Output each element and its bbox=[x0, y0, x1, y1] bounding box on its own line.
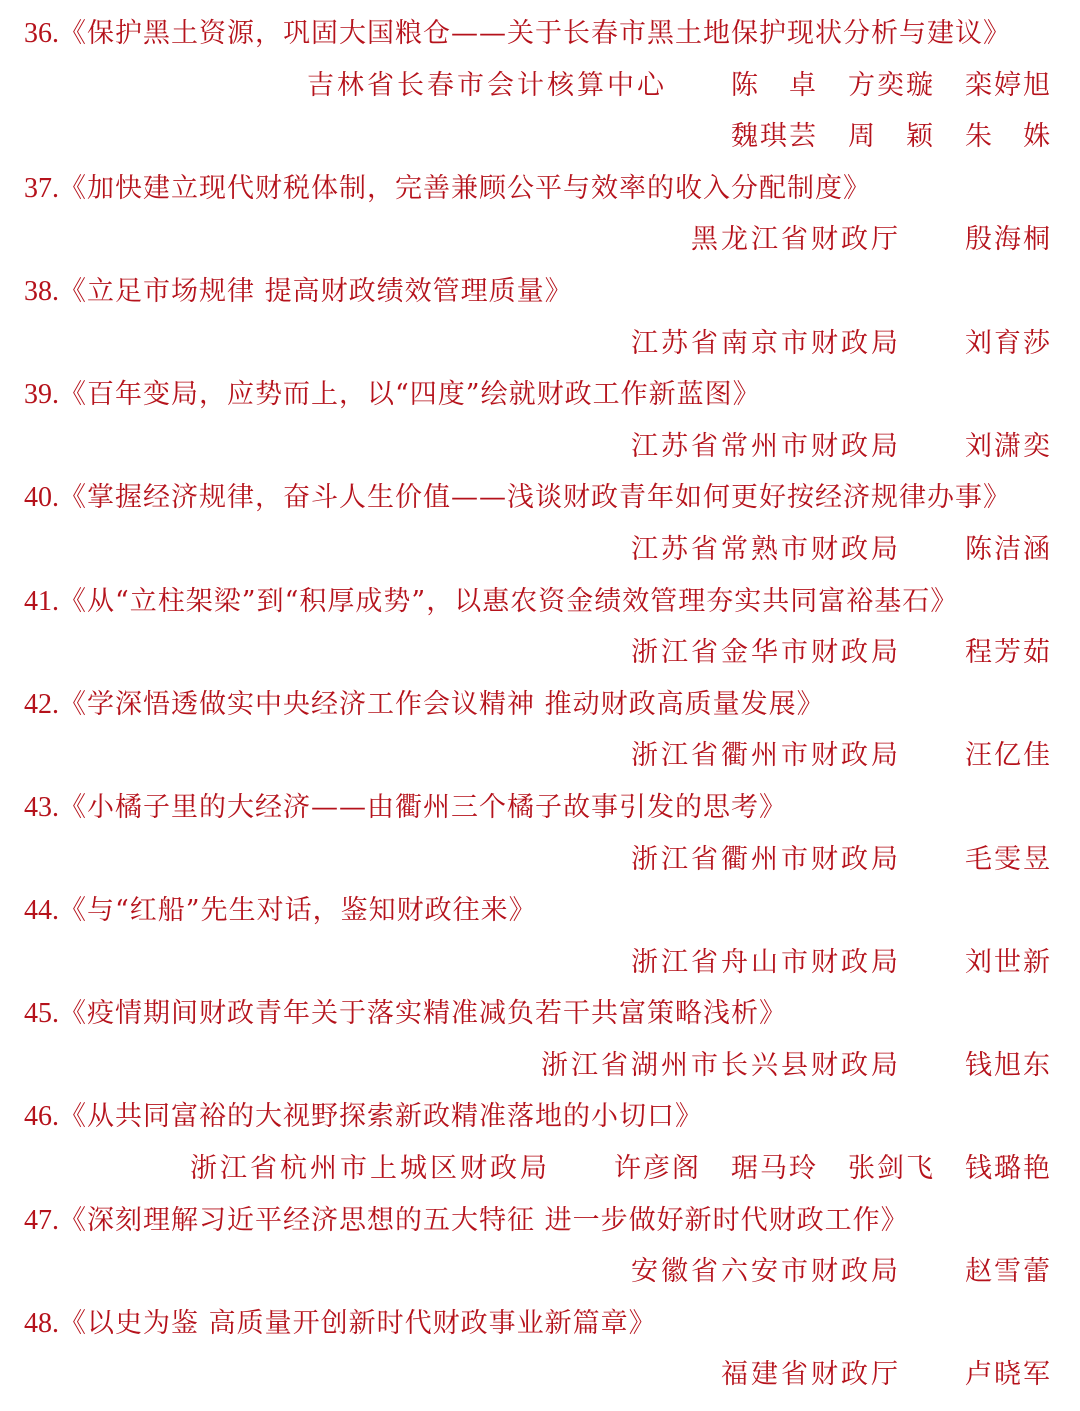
entry-title: 《疫情期间财政青年关于落实精准减负若干共富策略浅析》 bbox=[59, 998, 787, 1030]
author-name: 栾婷旭 bbox=[965, 69, 1052, 101]
entry-title-line bbox=[0, 1298, 1080, 1350]
entry-number: 44. bbox=[24, 895, 59, 927]
entry-author-line bbox=[0, 214, 1080, 266]
entry-title-line bbox=[0, 369, 1080, 421]
entry-author-line bbox=[0, 730, 1080, 782]
award-list bbox=[0, 8, 1080, 1401]
entry-author-line bbox=[0, 627, 1080, 679]
author-name: 钱璐艳 bbox=[965, 1153, 1052, 1185]
entry-author-line bbox=[0, 1246, 1080, 1298]
entry-number: 41. bbox=[24, 585, 59, 617]
entry-title: 《掌握经济规律，奋斗人生价值——浅谈财政青年如何更好按经济规律办事》 bbox=[59, 482, 1011, 514]
author-name: 赵雪蕾 bbox=[965, 1256, 1052, 1288]
entry-author-line bbox=[0, 937, 1080, 989]
entry-title: 《从“立柱架梁”到“积厚成势”，以惠农资金绩效管理夯实共同富裕基石》 bbox=[59, 585, 959, 617]
entry-author-line bbox=[0, 1040, 1080, 1092]
author-organization: 浙江省金华市财政局 bbox=[631, 637, 901, 669]
entry-title-line bbox=[0, 885, 1080, 937]
author-name: 陈 卓 bbox=[731, 69, 818, 101]
author-name: 朱 姝 bbox=[965, 121, 1052, 153]
entry-author-line bbox=[0, 1143, 1080, 1195]
entry-number: 40. bbox=[24, 482, 59, 514]
author-name: 魏琪芸 bbox=[731, 121, 818, 153]
author-name: 毛雯昱 bbox=[965, 843, 1052, 875]
entry-title: 《从共同富裕的大视野探索新政精准落地的小切口》 bbox=[59, 1101, 703, 1133]
entry-title: 《深刻理解习近平经济思想的五大特征 进一步做好新时代财政工作》 bbox=[59, 1204, 909, 1236]
author-organization: 福建省财政厅 bbox=[721, 1359, 901, 1391]
entry-title-line bbox=[0, 8, 1080, 60]
author-name: 刘育莎 bbox=[965, 327, 1052, 359]
author-name: 刘世新 bbox=[965, 946, 1052, 978]
author-organization: 安徽省六安市财政局 bbox=[631, 1256, 901, 1288]
author-organization: 浙江省湖州市长兴县财政局 bbox=[541, 1049, 901, 1081]
entry-title: 《以史为鉴 高质量开创新时代财政事业新篇章》 bbox=[59, 1307, 657, 1339]
entry-number: 39. bbox=[24, 379, 59, 411]
author-name: 琚马玲 bbox=[731, 1153, 818, 1185]
author-name: 钱旭东 bbox=[965, 1049, 1052, 1081]
author-organization: 浙江省杭州市上城区财政局 bbox=[190, 1153, 550, 1185]
entry-author-line bbox=[0, 421, 1080, 473]
entry-title-line bbox=[0, 988, 1080, 1040]
author-name: 陈洁涵 bbox=[965, 533, 1052, 565]
author-organization: 浙江省衢州市财政局 bbox=[631, 843, 901, 875]
entry-number: 42. bbox=[24, 688, 59, 720]
entry-title-line bbox=[0, 679, 1080, 731]
entry-number: 47. bbox=[24, 1204, 59, 1236]
entry-number: 43. bbox=[24, 791, 59, 823]
entry-title-line bbox=[0, 472, 1080, 524]
entry-author-line bbox=[0, 834, 1080, 886]
entry-number: 45. bbox=[24, 998, 59, 1030]
author-name: 卢晓军 bbox=[965, 1359, 1052, 1391]
author-name: 张剑飞 bbox=[848, 1153, 935, 1185]
entry-number: 37. bbox=[24, 172, 59, 204]
entry-author-line bbox=[0, 60, 1080, 112]
author-name: 刘潇奕 bbox=[965, 430, 1052, 462]
author-name: 殷海桐 bbox=[965, 224, 1052, 256]
entry-title: 《百年变局，应势而上，以“四度”绘就财政工作新蓝图》 bbox=[59, 379, 761, 411]
entry-number: 46. bbox=[24, 1101, 59, 1133]
author-name: 方奕璇 bbox=[848, 69, 935, 101]
author-organization: 吉林省长春市会计核算中心 bbox=[307, 69, 667, 101]
author-name: 许彦阁 bbox=[614, 1153, 701, 1185]
entry-title-line bbox=[0, 266, 1080, 318]
author-organization: 江苏省常熟市财政局 bbox=[631, 533, 901, 565]
entry-title: 《与“红船”先生对话，鉴知财政往来》 bbox=[59, 895, 537, 927]
entry-author-line bbox=[0, 1349, 1080, 1401]
author-organization: 江苏省常州市财政局 bbox=[631, 430, 901, 462]
author-name: 汪亿佳 bbox=[965, 740, 1052, 772]
entry-number: 48. bbox=[24, 1307, 59, 1339]
entry-title: 《立足市场规律 提高财政绩效管理质量》 bbox=[59, 275, 573, 307]
author-name: 周 颖 bbox=[848, 121, 935, 153]
entry-title-line bbox=[0, 163, 1080, 215]
author-organization: 浙江省衢州市财政局 bbox=[631, 740, 901, 772]
author-organization: 黑龙江省财政厅 bbox=[691, 224, 901, 256]
entry-author-line bbox=[0, 524, 1080, 576]
author-name: 程芳茹 bbox=[965, 637, 1052, 669]
entry-title: 《小橘子里的大经济——由衢州三个橘子故事引发的思考》 bbox=[59, 791, 787, 823]
entry-number: 38. bbox=[24, 275, 59, 307]
entry-title: 《加快建立现代财税体制，完善兼顾公平与效率的收入分配制度》 bbox=[59, 172, 871, 204]
entry-title-line bbox=[0, 782, 1080, 834]
entry-title-line bbox=[0, 1195, 1080, 1247]
author-organization: 江苏省南京市财政局 bbox=[631, 327, 901, 359]
entry-title: 《保护黑土资源，巩固大国粮仓——关于长春市黑土地保护现状分析与建议》 bbox=[59, 18, 1011, 49]
entry-title-line bbox=[0, 576, 1080, 628]
entry-title-line bbox=[0, 1091, 1080, 1143]
entry-title: 《学深悟透做实中央经济工作会议精神 推动财政高质量发展》 bbox=[59, 688, 825, 720]
author-organization: 浙江省舟山市财政局 bbox=[631, 946, 901, 978]
entry-author-line bbox=[0, 318, 1080, 370]
entry-author-line bbox=[0, 111, 1080, 163]
entry-number: 36. bbox=[24, 18, 59, 49]
